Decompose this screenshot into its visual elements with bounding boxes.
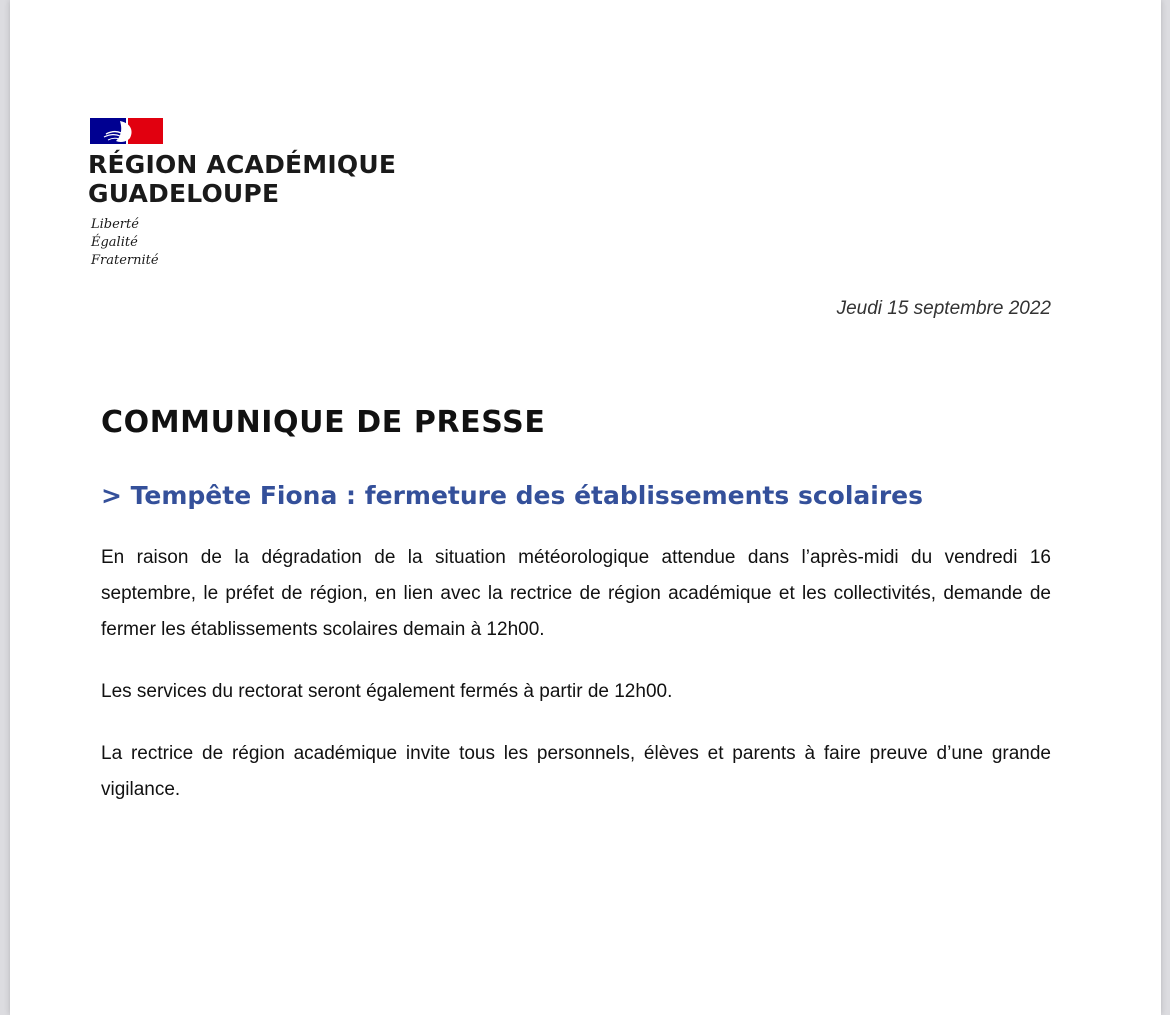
org-name-line-2: GUADELOUPE xyxy=(88,179,280,208)
document-date: Jeudi 15 septembre 2022 xyxy=(836,298,1051,319)
body-paragraph: Les services du rectorat seront également fermés à partir de 12h00. xyxy=(101,681,673,702)
body-paragraph: La rectrice de région académique invite tous les personnels, élèves et parents à faire preuve d’une grande vigilance. xyxy=(101,743,1051,800)
republic-motto xyxy=(91,216,159,270)
document-heading: COMMUNIQUE DE PRESSE xyxy=(101,405,546,440)
motto-fraternite: Fraternité xyxy=(91,253,159,268)
org-name-line-1: RÉGION ACADÉMIQUE xyxy=(88,150,397,179)
flag-icon xyxy=(90,118,163,144)
document-subheading: > Tempête Fiona : fermeture des établissements scolaires xyxy=(101,481,923,510)
body-paragraph: En raison de la dégradation de la situation météorologique attendue dans l’après-midi du vendredi 16 septembre, le préfet de région, en lien avec la rectrice de région académique et les collectivités, demande de fermer les établissements scolaires demain à 12h00. xyxy=(101,547,1051,640)
motto-liberte: Liberté xyxy=(91,217,139,232)
marianne-logo xyxy=(90,118,163,144)
document-page xyxy=(10,0,1161,1015)
document-body xyxy=(101,540,1051,834)
motto-egalite: Égalité xyxy=(91,235,138,250)
organization-name xyxy=(88,150,396,208)
